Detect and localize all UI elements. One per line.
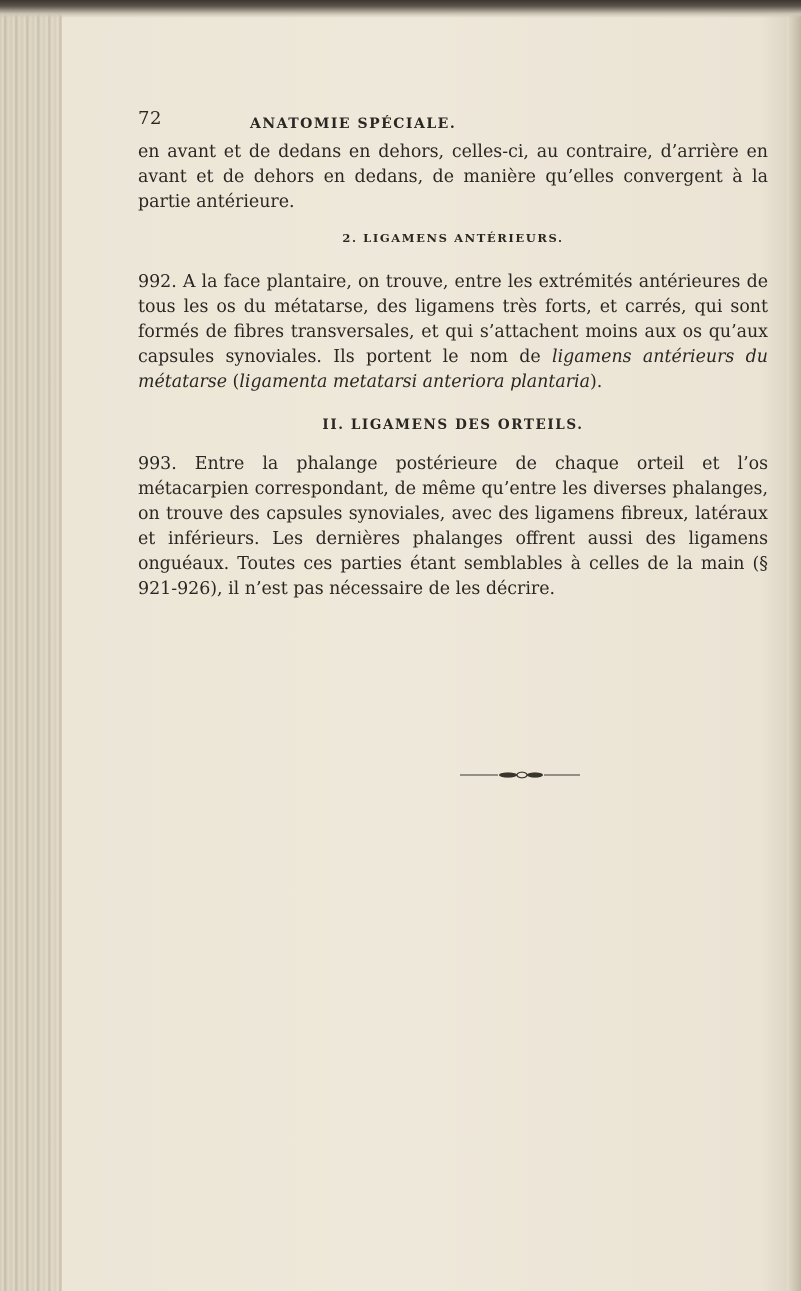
section-title-2: 2. LIGAMENS ANTÉRIEURS. xyxy=(342,231,564,245)
paragraph-992-body-start: A la face plantaire, on trouve, entre les extrémités antérieures de tous les os du métatarse, des ligamens très forts, et carrés, qui sont formés de fibres transversales, et qui s’attachent moins aux os qu’aux capsules synoviales. Ils portent le nom de xyxy=(138,272,768,367)
intro-text: en avant et de dedans en dehors, celles-ci, au contraire, d’arrière en avant et de dehors en dedans, de manière qu’elles convergent à la partie antérieure. xyxy=(138,142,768,212)
page-top-edge xyxy=(0,0,801,18)
page-right-edge xyxy=(787,0,801,1291)
section-title-II: II. LIGAMENS DES ORTEILS. xyxy=(322,417,584,433)
paragraph-992-number: 992. xyxy=(138,272,177,292)
paragraph-993-body: Entre la phalange postérieure de chaque orteil et l’os métacarpien correspondant, de même qu’entre les diverses phalanges, on trouve des capsules synoviales, avec des ligamens fibreux, latéraux et inférieurs. Les dernières phalanges offrent aussi des ligamens onguéaux. Toutes ces parties étant semblables à celles de la main (§ 921-926), il n’est pas nécessaire de les décrire. xyxy=(138,454,768,599)
paragraph-992-body-mid: ( xyxy=(227,372,240,392)
paragraph-992-text xyxy=(138,270,768,395)
paragraph-993-text xyxy=(138,452,768,602)
paragraph-992-italic-latin: ligamenta metatarsi anteriora plantaria xyxy=(239,372,590,392)
section-end-ornament xyxy=(460,771,580,779)
paragraph-993 xyxy=(138,452,768,602)
paragraph-993-number: 993. xyxy=(138,454,177,474)
paragraph-992 xyxy=(138,270,768,395)
book-binding-edge xyxy=(0,0,62,1291)
paragraph-992-italic-french: ligamens antérieurs du métatarse xyxy=(138,347,769,392)
intro-paragraph xyxy=(138,140,768,215)
running-head-title: ANATOMIE SPÉCIALE. xyxy=(250,116,457,132)
paragraph-992-body-end: ). xyxy=(589,372,603,392)
page-number: 72 xyxy=(138,108,162,129)
